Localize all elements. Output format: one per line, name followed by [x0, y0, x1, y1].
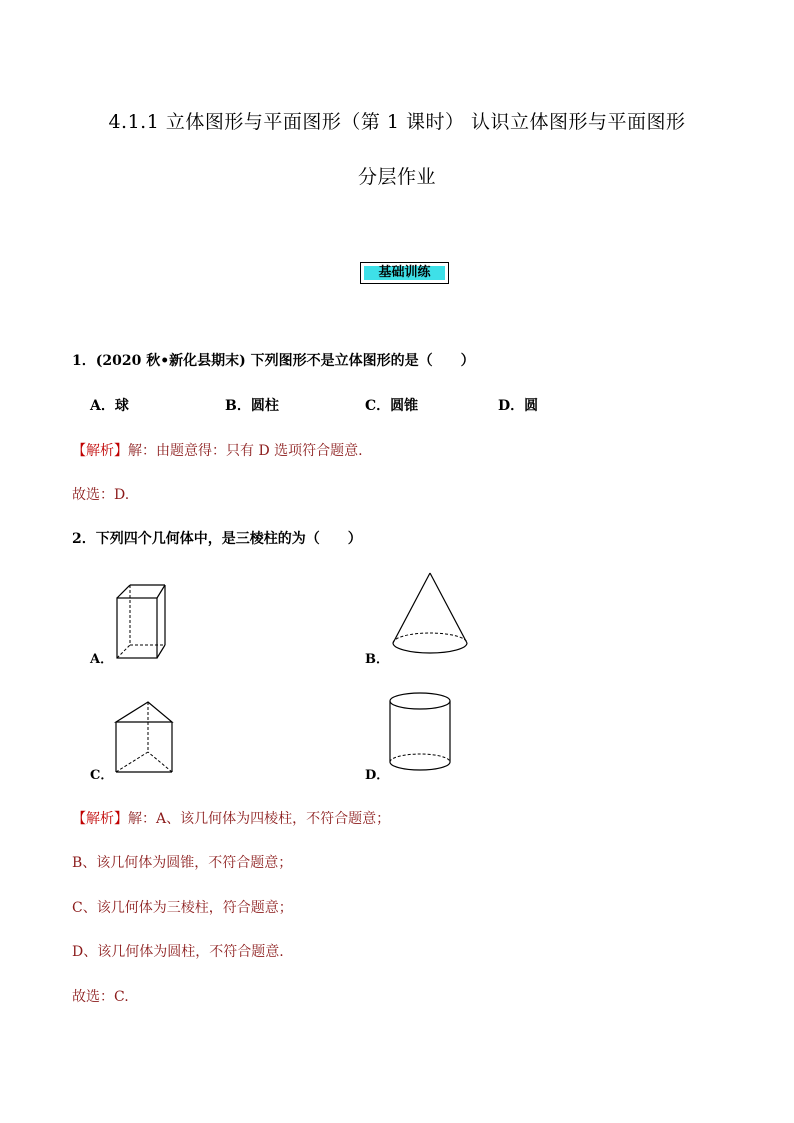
- q2-option-c-label: C．: [90, 768, 114, 783]
- q1-option-d: D．圆: [498, 398, 539, 414]
- q1-analysis-tag: 【解析】: [72, 443, 128, 459]
- cone-figure: [388, 570, 472, 660]
- cylinder-figure: [386, 690, 456, 776]
- q1-option-b: B．圆柱: [225, 398, 279, 414]
- q2-analysis-line-4: D、该几何体为圆柱，不符合题意.: [72, 944, 284, 960]
- triangular-prism-figure: [110, 698, 178, 778]
- q1-analysis-text: 解：由题意得：只有 D 选项符合题意.: [128, 443, 363, 459]
- q2-answer: 故选：C.: [72, 989, 129, 1005]
- q2-analysis-line-3: C、该几何体为三棱柱，符合题意；: [72, 900, 293, 916]
- q2-analysis-line-1: [72, 808, 390, 828]
- q1-option-c: C．圆锥: [365, 398, 419, 414]
- q2-analysis-text-1: 解：A、该几何体为四棱柱，不符合题意；: [128, 811, 391, 827]
- prism-figure: [110, 578, 170, 662]
- section-badge: [360, 262, 449, 284]
- q1-answer: 故选：D.: [72, 487, 130, 503]
- page-title: 4.1.1 立体图形与平面图形（第 1 课时） 认识立体图形与平面图形: [108, 111, 686, 133]
- q2-option-a-label: A．: [90, 652, 114, 667]
- q2-option-b-label: B．: [365, 652, 389, 667]
- q2-option-d-label: D．: [365, 768, 390, 783]
- q1-option-a: A．球: [90, 398, 129, 414]
- q2-analysis-tag: 【解析】: [72, 811, 128, 827]
- q1-analysis: [72, 440, 363, 460]
- question-1-stem: 1．(2020 秋•新化县期末) 下列图形不是立体图形的是（ ）: [72, 353, 475, 369]
- page-subtitle: 分层作业: [357, 166, 436, 188]
- q2-analysis-line-2: B、该几何体为圆锥，不符合题意；: [72, 855, 293, 871]
- question-2-stem: 2．下列四个几何体中，是三棱柱的为（ ）: [72, 531, 362, 547]
- section-label: 基础训练: [364, 266, 445, 280]
